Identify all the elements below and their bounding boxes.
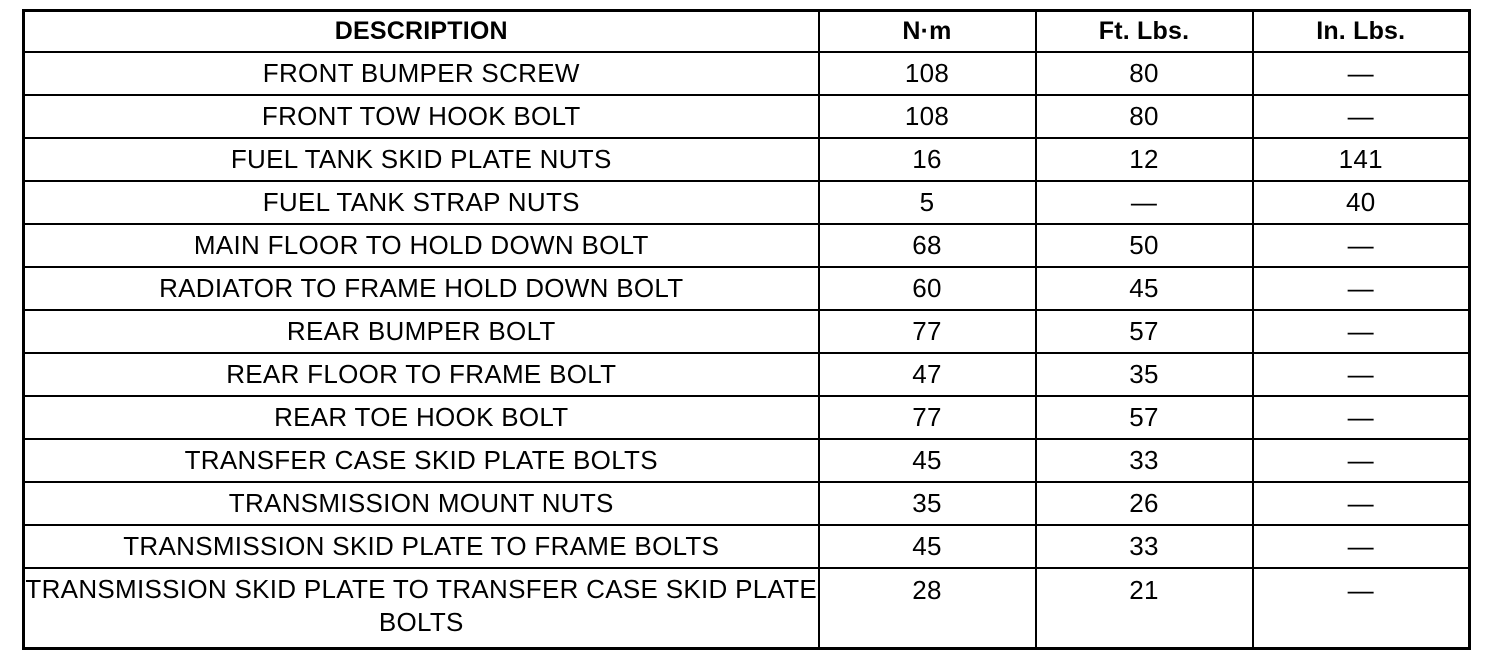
table-row: [24, 138, 1470, 181]
cell-ft-lbs: 45: [1036, 267, 1253, 310]
table-body: [24, 52, 1470, 649]
cell-nm: 108: [819, 52, 1036, 95]
cell-nm: 108: [819, 95, 1036, 138]
table-row: [24, 396, 1470, 439]
cell-nm: 5: [819, 181, 1036, 224]
cell-nm: 77: [819, 310, 1036, 353]
cell-description: TRANSFER CASE SKID PLATE BOLTS: [24, 439, 819, 482]
cell-ft-lbs: 50: [1036, 224, 1253, 267]
cell-in-lbs: —: [1253, 310, 1470, 353]
cell-in-lbs: —: [1253, 353, 1470, 396]
cell-nm: 60: [819, 267, 1036, 310]
table-row: [24, 95, 1470, 138]
cell-in-lbs: 141: [1253, 138, 1470, 181]
cell-description: REAR FLOOR TO FRAME BOLT: [24, 353, 819, 396]
cell-ft-lbs: —: [1036, 181, 1253, 224]
cell-nm: 45: [819, 525, 1036, 568]
header-description: DESCRIPTION: [24, 11, 819, 53]
cell-in-lbs: —: [1253, 525, 1470, 568]
table-row: [24, 224, 1470, 267]
header-ft-lbs: Ft. Lbs.: [1036, 11, 1253, 53]
table-row: [24, 353, 1470, 396]
cell-description: REAR BUMPER BOLT: [24, 310, 819, 353]
cell-in-lbs: —: [1253, 439, 1470, 482]
table-row: [24, 310, 1470, 353]
cell-ft-lbs: 57: [1036, 396, 1253, 439]
table-row: [24, 267, 1470, 310]
cell-description: FUEL TANK STRAP NUTS: [24, 181, 819, 224]
cell-description: REAR TOE HOOK BOLT: [24, 396, 819, 439]
header-in-lbs: In. Lbs.: [1253, 11, 1470, 53]
cell-nm: 47: [819, 353, 1036, 396]
cell-nm: 68: [819, 224, 1036, 267]
cell-ft-lbs: 12: [1036, 138, 1253, 181]
table-row: [24, 52, 1470, 95]
cell-ft-lbs: 80: [1036, 95, 1253, 138]
cell-in-lbs: —: [1253, 224, 1470, 267]
cell-in-lbs: —: [1253, 95, 1470, 138]
cell-in-lbs: —: [1253, 52, 1470, 95]
header-nm: N·m: [819, 11, 1036, 53]
cell-in-lbs: —: [1253, 482, 1470, 525]
header-row: [24, 11, 1470, 53]
cell-description: FRONT TOW HOOK BOLT: [24, 95, 819, 138]
cell-ft-lbs: 26: [1036, 482, 1253, 525]
cell-ft-lbs: 57: [1036, 310, 1253, 353]
cell-nm: 77: [819, 396, 1036, 439]
cell-ft-lbs: 33: [1036, 525, 1253, 568]
table-row: [24, 525, 1470, 568]
cell-ft-lbs: 21: [1036, 568, 1253, 649]
table-row: [24, 181, 1470, 224]
cell-nm: 16: [819, 138, 1036, 181]
cell-in-lbs: —: [1253, 267, 1470, 310]
torque-specifications-table: [22, 9, 1471, 650]
cell-description: FUEL TANK SKID PLATE NUTS: [24, 138, 819, 181]
table-row: [24, 568, 1470, 649]
table-header: [24, 11, 1470, 53]
cell-description: TRANSMISSION MOUNT NUTS: [24, 482, 819, 525]
cell-ft-lbs: 33: [1036, 439, 1253, 482]
cell-description: MAIN FLOOR TO HOLD DOWN BOLT: [24, 224, 819, 267]
cell-description: FRONT BUMPER SCREW: [24, 52, 819, 95]
cell-in-lbs: —: [1253, 396, 1470, 439]
cell-ft-lbs: 35: [1036, 353, 1253, 396]
cell-description: RADIATOR TO FRAME HOLD DOWN BOLT: [24, 267, 819, 310]
cell-ft-lbs: 80: [1036, 52, 1253, 95]
cell-in-lbs: 40: [1253, 181, 1470, 224]
cell-description: TRANSMISSION SKID PLATE TO TRANSFER CASE SKID PLATE BOLTS: [24, 568, 819, 649]
cell-nm: 35: [819, 482, 1036, 525]
cell-in-lbs: —: [1253, 568, 1470, 649]
table-row: [24, 482, 1470, 525]
table-row: [24, 439, 1470, 482]
cell-nm: 45: [819, 439, 1036, 482]
cell-description: TRANSMISSION SKID PLATE TO FRAME BOLTS: [24, 525, 819, 568]
cell-nm: 28: [819, 568, 1036, 649]
